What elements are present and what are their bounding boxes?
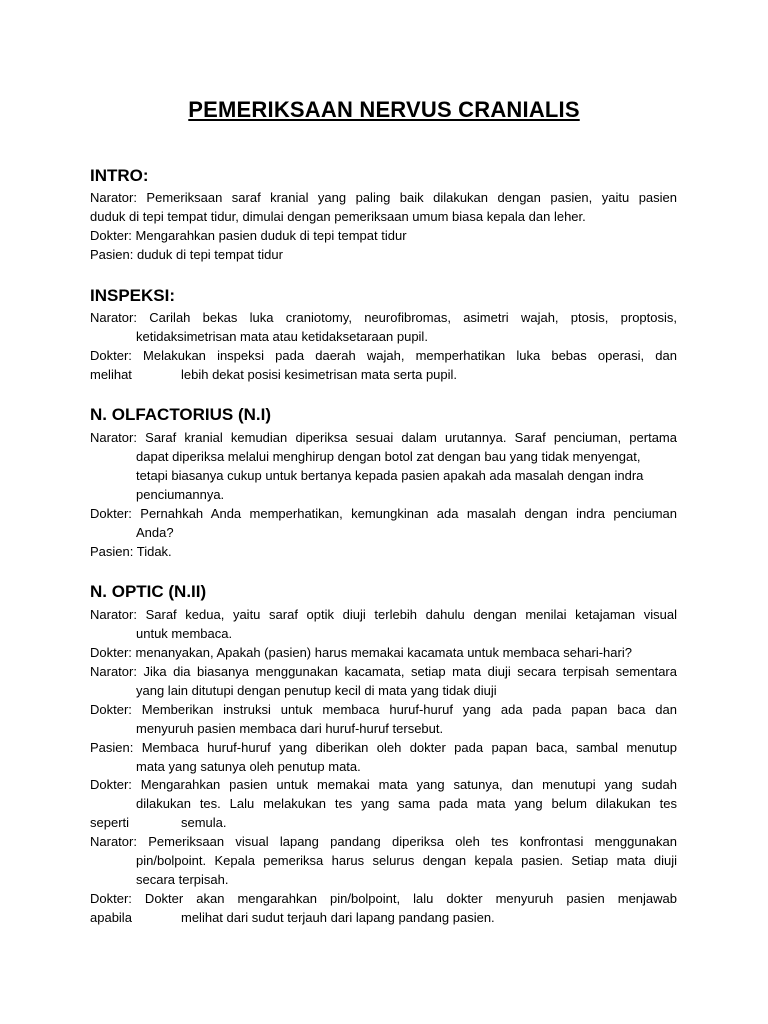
paragraph-line: yang lain ditutupi dengan penutup kecil di mata yang tidak diuji: [136, 683, 497, 698]
paragraph-line: mata yang satunya oleh penutup mata.: [136, 759, 361, 774]
paragraph-line: Pasien: duduk di tepi tempat tidur: [90, 247, 283, 262]
document-title: PEMERIKSAAN NERVUS CRANIALIS: [188, 97, 580, 122]
section-heading-inspeksi: INSPEKSI:: [90, 286, 176, 305]
paragraph-line: [90, 910, 677, 926]
paragraph-line: secara terpisah.: [136, 872, 229, 887]
paragraph-line: Narator: Saraf kranial kemudian diperiksa sesuai dalam urutannya. Saraf penciuman, pertama: [90, 430, 677, 445]
paragraph-line: dilakukan tes. Lalu melakukan tes yang sama pada mata yang belum dilakukan tes: [136, 796, 677, 811]
hanging-word: melihat: [90, 367, 132, 382]
paragraph-line: tetapi biasanya cukup untuk bertanya kepada pasien apakah ada masalah dengan indra: [136, 468, 644, 483]
paragraph-line: Pasien: Tidak.: [90, 544, 172, 559]
paragraph-line: Dokter: Melakukan inspeksi pada daerah wajah, memperhatikan luka bebas operasi, dan: [90, 348, 677, 363]
line-continuation: semula.: [181, 815, 227, 830]
paragraph-line: dapat diperiksa melalui menghirup dengan botol zat dengan bau yang tidak menyengat,: [136, 449, 641, 464]
section-heading-intro: INTRO:: [90, 166, 149, 185]
hanging-word: apabila: [90, 910, 132, 925]
paragraph-line: pin/bolpoint. Kepala pemeriksa harus selurus dengan kepala pasien. Setiap mata diuji: [136, 853, 677, 868]
paragraph-line: penciumannya.: [136, 487, 225, 502]
paragraph-line: Narator: Pemeriksaan visual lapang pandang diperiksa oleh tes konfrontasi menggunakan: [90, 834, 677, 849]
paragraph-line: [90, 367, 677, 383]
paragraph-line: Dokter: Mengarahkan pasien duduk di tepi tempat tidur: [90, 228, 407, 243]
paragraph-line: Dokter: Dokter akan mengarahkan pin/bolpoint, lalu dokter menyuruh pasien menjawab: [90, 891, 677, 906]
paragraph-line: Pasien: Membaca huruf-huruf yang diberikan oleh dokter pada papan baca, sambal menutup: [90, 740, 677, 755]
paragraph-line: Dokter: Memberikan instruksi untuk membaca huruf-huruf yang ada pada papan baca dan: [90, 702, 677, 717]
hanging-word: seperti: [90, 815, 130, 830]
paragraph-line: Dokter: Mengarahkan pasien untuk memakai mata yang satunya, dan menutupi yang sudah: [90, 777, 677, 792]
line-continuation: lebih dekat posisi kesimetrisan mata serta pupil.: [181, 367, 458, 382]
section-heading-optic: N. OPTIC (N.II): [90, 582, 207, 601]
paragraph-line: [90, 815, 677, 831]
paragraph-line: Anda?: [136, 525, 174, 540]
paragraph-line: menyuruh pasien membaca dari huruf-huruf tersebut.: [136, 721, 444, 736]
paragraph-line: Narator: Carilah bekas luka craniotomy, neurofibromas, asimetri wajah, ptosis, proptosis,: [90, 310, 677, 325]
section-heading-olfactorius: N. OLFACTORIUS (N.I): [90, 405, 272, 424]
paragraph-line: Dokter: Pernahkah Anda memperhatikan, kemungkinan ada masalah dengan indra penciuman: [90, 506, 677, 521]
paragraph-line: untuk membaca.: [136, 626, 233, 641]
paragraph-line: Narator: Jika dia biasanya menggunakan kacamata, setiap mata diuji secara terpisah sementara: [90, 664, 677, 679]
paragraph-line: ketidaksimetrisan mata atau ketidaksetaraan pupil.: [136, 329, 428, 344]
paragraph-line: Narator: Saraf kedua, yaitu saraf optik diuji terlebih dahulu dengan menilai ketajaman visual: [90, 607, 677, 622]
paragraph-line: Narator: Pemeriksaan saraf kranial yang paling baik dilakukan dengan pasien, yaitu pasien: [90, 190, 677, 205]
line-continuation: melihat dari sudut terjauh dari lapang pandang pasien.: [181, 910, 495, 925]
paragraph-line: Dokter: menanyakan, Apakah (pasien) harus memakai kacamata untuk membaca sehari-hari?: [90, 645, 632, 660]
paragraph-line: duduk di tepi tempat tidur, dimulai dengan pemeriksaan umum biasa kepala dan leher.: [90, 209, 586, 224]
